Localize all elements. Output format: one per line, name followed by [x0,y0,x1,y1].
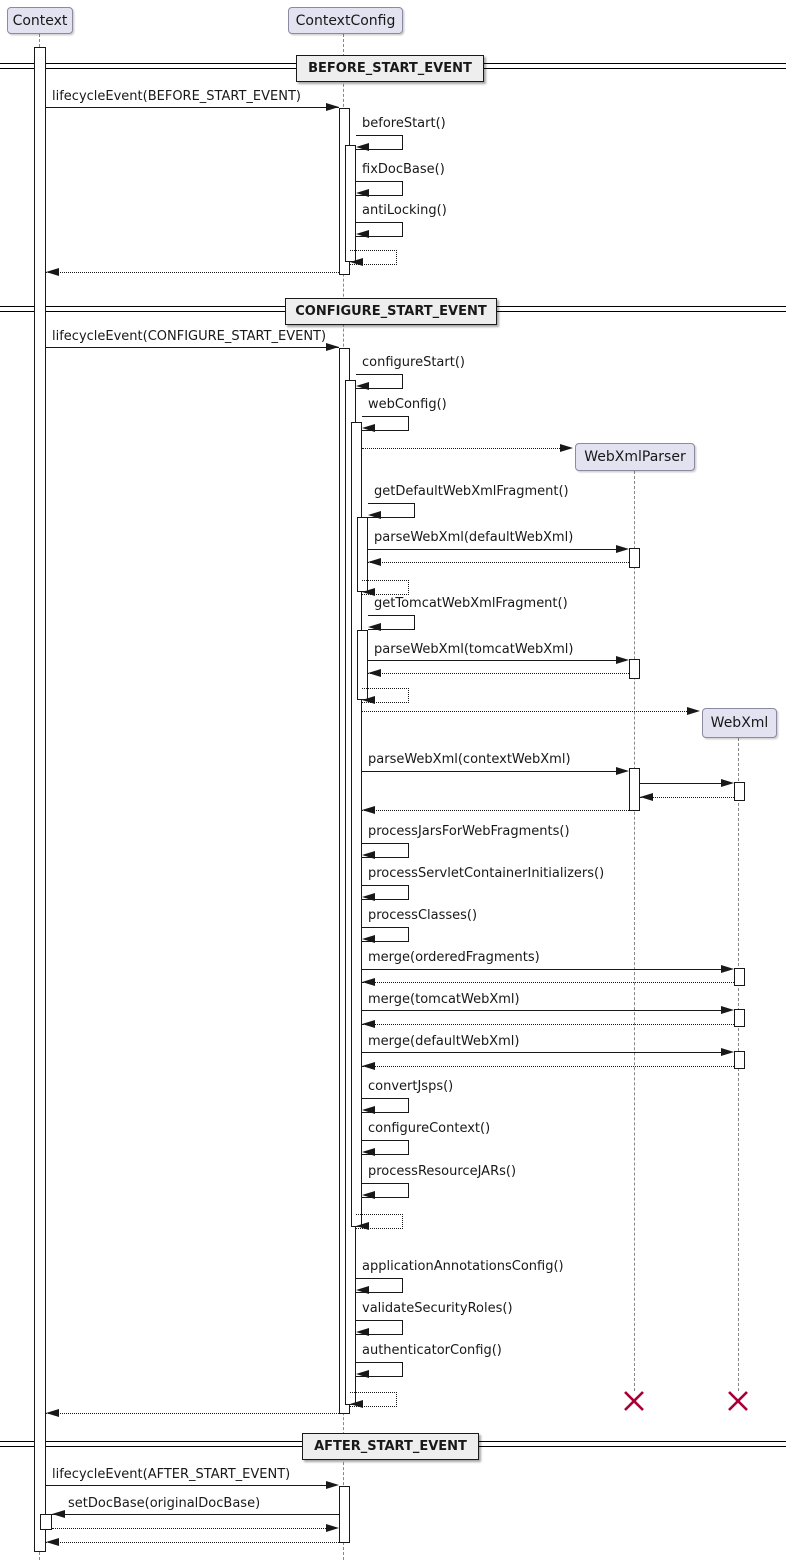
message-label: beforeStart() [362,116,446,131]
lifeline-webxmlparser [634,471,635,1391]
message-label: processJarsForWebFragments() [368,824,570,839]
message-arrow [362,771,616,772]
activation-bar [629,659,640,679]
arrowhead-icon [368,623,381,631]
arrowhead-icon [356,230,369,238]
arrowhead-icon [356,189,369,197]
arrowhead-icon [52,1510,65,1518]
participant-webxml: WebXml [702,708,777,738]
arrowhead-icon [560,444,573,452]
arrowhead-icon [356,1370,369,1378]
arrowhead-icon [640,793,653,801]
participant-contextconfig: ContextConfig [288,7,403,34]
message-label: lifecycleEvent(CONFIGURE_START_EVENT) [52,329,327,344]
arrowhead-icon [356,1286,369,1294]
arrowhead-icon [362,1062,375,1070]
message-label: fixDocBase() [362,162,445,177]
activation-bar [734,782,745,801]
arrowhead-icon [326,103,339,111]
message-arrow [368,660,616,661]
arrowhead-icon [368,558,381,566]
message-label: merge(tomcatWebXml) [368,992,520,1007]
message-label: getDefaultWebXmlFragment() [374,484,569,499]
message-label: setDocBase(originalDocBase) [68,1496,261,1511]
message-label: configureContext() [368,1121,491,1136]
arrowhead-icon [687,707,700,715]
arrowhead-icon [356,143,369,151]
arrowhead-icon [326,1481,339,1489]
arrowhead-icon [616,545,629,553]
message-label: applicationAnnotationsConfig() [362,1259,564,1274]
message-arrow [46,347,339,348]
arrowhead-icon [326,343,339,351]
activation-bar [734,968,745,986]
message-arrow [46,107,339,108]
arrowhead-icon [362,806,375,814]
arrowhead-icon [362,1148,375,1156]
message-arrow [362,969,721,970]
message-label: processServletContainerInitializers() [368,866,605,881]
activation-bar [629,548,640,568]
activation-bar [345,145,356,262]
arrowhead-icon [362,935,375,943]
message-label: lifecycleEvent(AFTER_START_EVENT) [52,1467,291,1482]
message-arrow [52,1514,339,1515]
activation-bar [734,1051,745,1069]
arrowhead-icon [362,1106,375,1114]
return-arrow [362,810,629,811]
message-label: webConfig() [368,397,447,412]
message-label: antiLocking() [362,203,447,218]
arrowhead-icon [362,696,375,704]
arrowhead-icon [362,424,375,432]
divider-configure-start-event: CONFIGURE_START_EVENT [285,298,497,325]
arrowhead-icon [356,1222,369,1230]
message-label: validateSecurityRoles() [362,1301,513,1316]
message-label: parseWebXml(tomcatWebXml) [374,642,574,657]
arrowhead-icon [368,511,381,519]
arrowhead-icon [616,656,629,664]
participant-webxmlparser: WebXmlParser [575,443,695,471]
return-arrow [52,1528,326,1529]
arrowhead-icon [362,978,375,986]
message-label: parseWebXml(defaultWebXml) [374,530,574,545]
return-arrow [362,982,734,983]
message-label: parseWebXml(contextWebXml) [368,752,571,767]
arrowhead-icon [368,669,381,677]
return-arrow [362,1066,734,1067]
message-arrow [362,1010,721,1011]
activation-bar [34,47,46,1552]
arrowhead-icon [362,1020,375,1028]
activation-bar [629,768,640,811]
return-arrow [640,797,734,798]
message-arrow [368,549,616,550]
arrowhead-icon [46,268,59,276]
return-arrow [46,272,339,273]
message-label: merge(orderedFragments) [368,950,540,965]
message-label: lifecycleEvent(BEFORE_START_EVENT) [52,89,301,104]
create-arrow [362,448,560,449]
arrowhead-icon [362,1191,375,1199]
activation-bar [40,1514,52,1530]
divider-after-start-event: AFTER_START_EVENT [302,1433,479,1460]
message-label: convertJsps() [368,1079,454,1094]
arrowhead-icon [721,1048,734,1056]
message-label: processResourceJARs() [368,1164,517,1179]
message-label: configureStart() [362,355,465,370]
destroy-icon [726,1389,750,1413]
message-arrow [362,1052,721,1053]
arrowhead-icon [616,767,629,775]
arrowhead-icon [356,382,369,390]
activation-bar [734,1009,745,1027]
return-arrow [46,1413,339,1414]
activation-bar [339,1486,350,1543]
arrowhead-icon [46,1538,59,1546]
arrowhead-icon [362,851,375,859]
arrowhead-icon [721,779,734,787]
return-arrow [362,1024,734,1025]
arrowhead-icon [350,1400,363,1408]
arrowhead-icon [46,1409,59,1417]
arrowhead-icon [350,258,363,266]
arrowhead-icon [721,1006,734,1014]
participant-context: Context [7,7,73,34]
arrowhead-icon [721,965,734,973]
divider-before-start-event: BEFORE_START_EVENT [296,55,484,82]
return-arrow [368,673,629,674]
message-label: processClasses() [368,908,478,923]
message-arrow [46,1485,326,1486]
return-arrow [46,1542,339,1543]
message-label: getTomcatWebXmlFragment() [374,596,568,611]
message-label: merge(defaultWebXml) [368,1034,520,1049]
arrowhead-icon [356,1328,369,1336]
message-label: authenticatorConfig() [362,1343,502,1358]
return-arrow [368,562,629,563]
arrowhead-icon [326,1524,339,1532]
arrowhead-icon [362,893,375,901]
arrowhead-icon [362,588,375,596]
message-arrow [640,783,721,784]
create-arrow [362,711,687,712]
destroy-icon [622,1389,646,1413]
